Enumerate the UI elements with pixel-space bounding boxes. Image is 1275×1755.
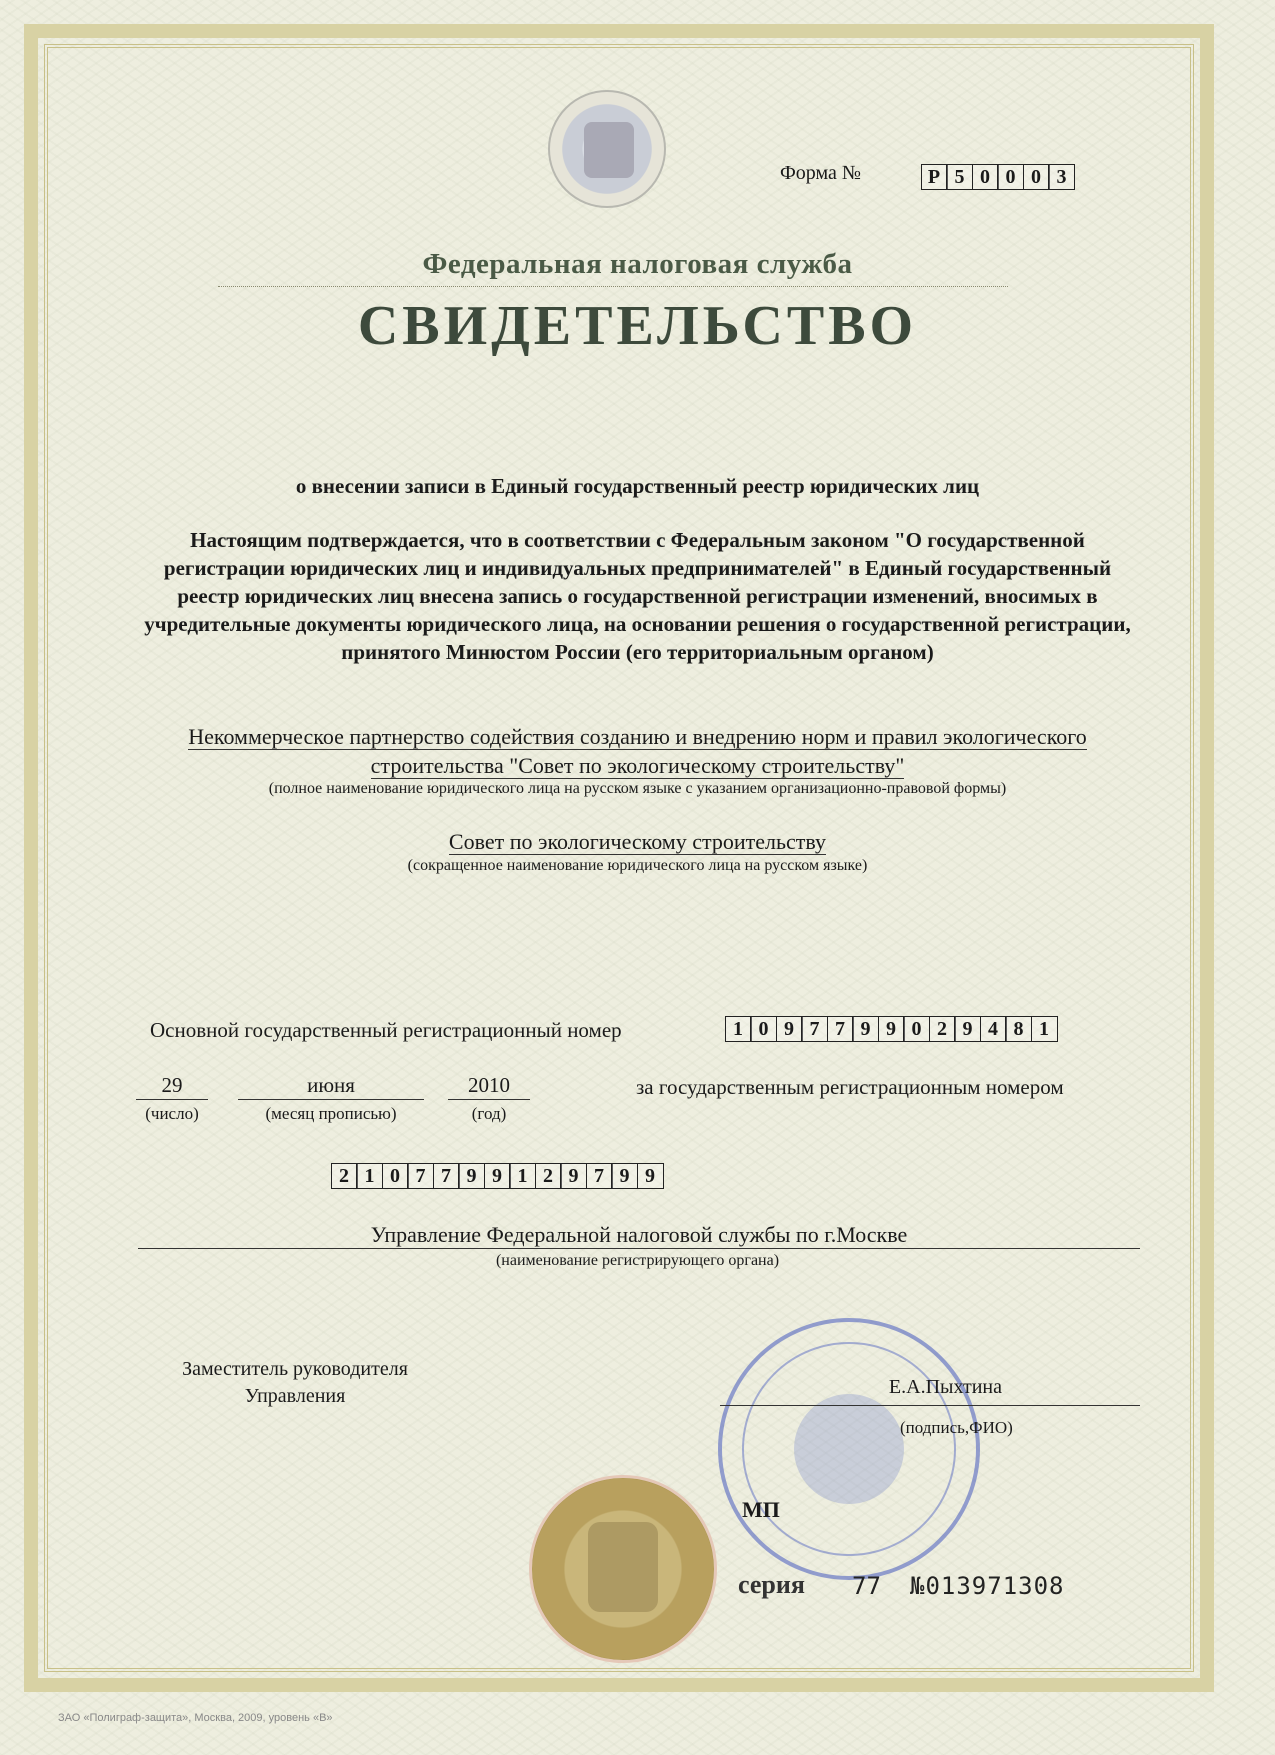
document-subtitle: о внесении записи в Единый государственный реестр юридических лиц (295, 474, 980, 498)
ogrn-digit-4: 7 (801, 1016, 828, 1042)
signer-position-line2: Управления (244, 1385, 346, 1407)
registering-authority: Управление Федеральной налоговой службы по г.Москве (138, 1222, 1140, 1249)
grn-digit-9: 2 (535, 1163, 562, 1189)
signer-position-line1: Заместитель руководителя (182, 1358, 408, 1380)
stamp-emblem-icon (794, 1394, 904, 1504)
entity-full-name-text: Некоммерческое партнерство содействия созданию и внедрению норм и правил экологического строительства "Совет по экологическому строительству" (188, 724, 1087, 778)
form-code-cell-2: 5 (946, 164, 973, 190)
form-code-cell-1: Р (921, 164, 948, 190)
eagle-icon (584, 122, 634, 178)
signer-name: Е.А.Пыхтина (720, 1376, 1140, 1406)
registering-authority-hint: (наименование регистрирующего органа) (495, 1252, 780, 1269)
ogrn-digit-3: 9 (776, 1016, 803, 1042)
entity-full-name (140, 722, 1135, 780)
ogrn-digit-11: 4 (980, 1016, 1007, 1042)
grn-digit-1: 2 (331, 1163, 358, 1189)
eagle-icon (588, 1522, 658, 1612)
document-title: СВИДЕТЕЛЬСТВО (357, 295, 918, 357)
form-code-cell-6: 3 (1048, 164, 1075, 190)
ogrn-digit-6: 9 (852, 1016, 879, 1042)
ogrn-digit-5: 7 (827, 1016, 854, 1042)
grn-digit-2: 1 (356, 1163, 383, 1189)
ogrn-digit-9: 2 (929, 1016, 956, 1042)
ogrn-digit-8: 0 (903, 1016, 930, 1042)
form-label: Форма № (780, 162, 861, 184)
form-code-cell-3: 0 (972, 164, 999, 190)
series-label: серия (738, 1570, 805, 1599)
date-month-hint: (месяц прописью) (265, 1104, 397, 1123)
date-year: 2010 (448, 1073, 530, 1100)
grn-digit-3: 0 (382, 1163, 409, 1189)
grn-digit-5: 7 (433, 1163, 460, 1189)
grn-digit-11: 7 (586, 1163, 613, 1189)
entity-short-name-text: Совет по экологическому строительству (448, 829, 827, 854)
ogrn-cells (726, 1016, 1058, 1042)
hologram-emblem (548, 90, 666, 208)
grn-digit-6: 9 (458, 1163, 485, 1189)
printer-imprint: ЗАО «Полиграф-защита», Москва, 2009, уровень «В» (58, 1712, 333, 1724)
official-stamp (718, 1318, 980, 1580)
grn-digit-7: 9 (484, 1163, 511, 1189)
grn-digit-12: 9 (611, 1163, 638, 1189)
signer-position (150, 1356, 440, 1410)
grn-digit-10: 9 (560, 1163, 587, 1189)
grn-digit-13: 9 (637, 1163, 664, 1189)
ogrn-digit-2: 0 (750, 1016, 777, 1042)
blank-number: №013971308 (910, 1572, 1065, 1600)
ogrn-label: Основной государственный регистрационный номер (150, 1018, 622, 1042)
confirmation-text: Настоящим подтверждается, что в соответствии с Федеральным законом "О государственной регистрации юридических лиц и индивидуальных предпринимателей" в Единый государственный реестр юридических лиц внесена запись о государственной регистрации изменений, вносимых в учредительные документы юридического лица, на основании решения о государственной регистрации, принятого Минюстом России (его территориальным органом) (144, 528, 1131, 664)
form-code-cells (922, 164, 1075, 190)
ogrn-digit-13: 1 (1031, 1016, 1058, 1042)
date-month: июня (238, 1073, 424, 1100)
entity-short-name-hint: (сокращенное наименование юридического лица на русском языке) (407, 857, 868, 874)
date-day-hint: (число) (145, 1104, 199, 1123)
form-code-cell-5: 0 (1023, 164, 1050, 190)
grn-digit-8: 1 (509, 1163, 536, 1189)
grn-digit-4: 7 (407, 1163, 434, 1189)
grn-cells (332, 1163, 664, 1189)
date-year-hint: (год) (471, 1104, 507, 1123)
entity-full-name-hint: (полное наименование юридического лица на русском языке с указанием организационно-правовой формы) (268, 780, 1007, 797)
ogrn-digit-10: 9 (954, 1016, 981, 1042)
form-code-cell-4: 0 (997, 164, 1024, 190)
date-day: 29 (136, 1073, 208, 1100)
entity-short-name (0, 829, 1275, 855)
ogrn-digit-12: 8 (1005, 1016, 1032, 1042)
agency-title: Федеральная налоговая служба (422, 248, 853, 280)
gold-seal (532, 1478, 714, 1660)
reg-number-label: за государственным регистрационным номером (636, 1075, 1064, 1099)
signer-hint: (подпись,ФИО) (900, 1418, 1013, 1437)
series-value: 77 (852, 1572, 881, 1600)
ogrn-digit-1: 1 (725, 1016, 752, 1042)
seal-place-label: МП (742, 1497, 780, 1522)
ogrn-digit-7: 9 (878, 1016, 905, 1042)
divider (218, 286, 1008, 287)
